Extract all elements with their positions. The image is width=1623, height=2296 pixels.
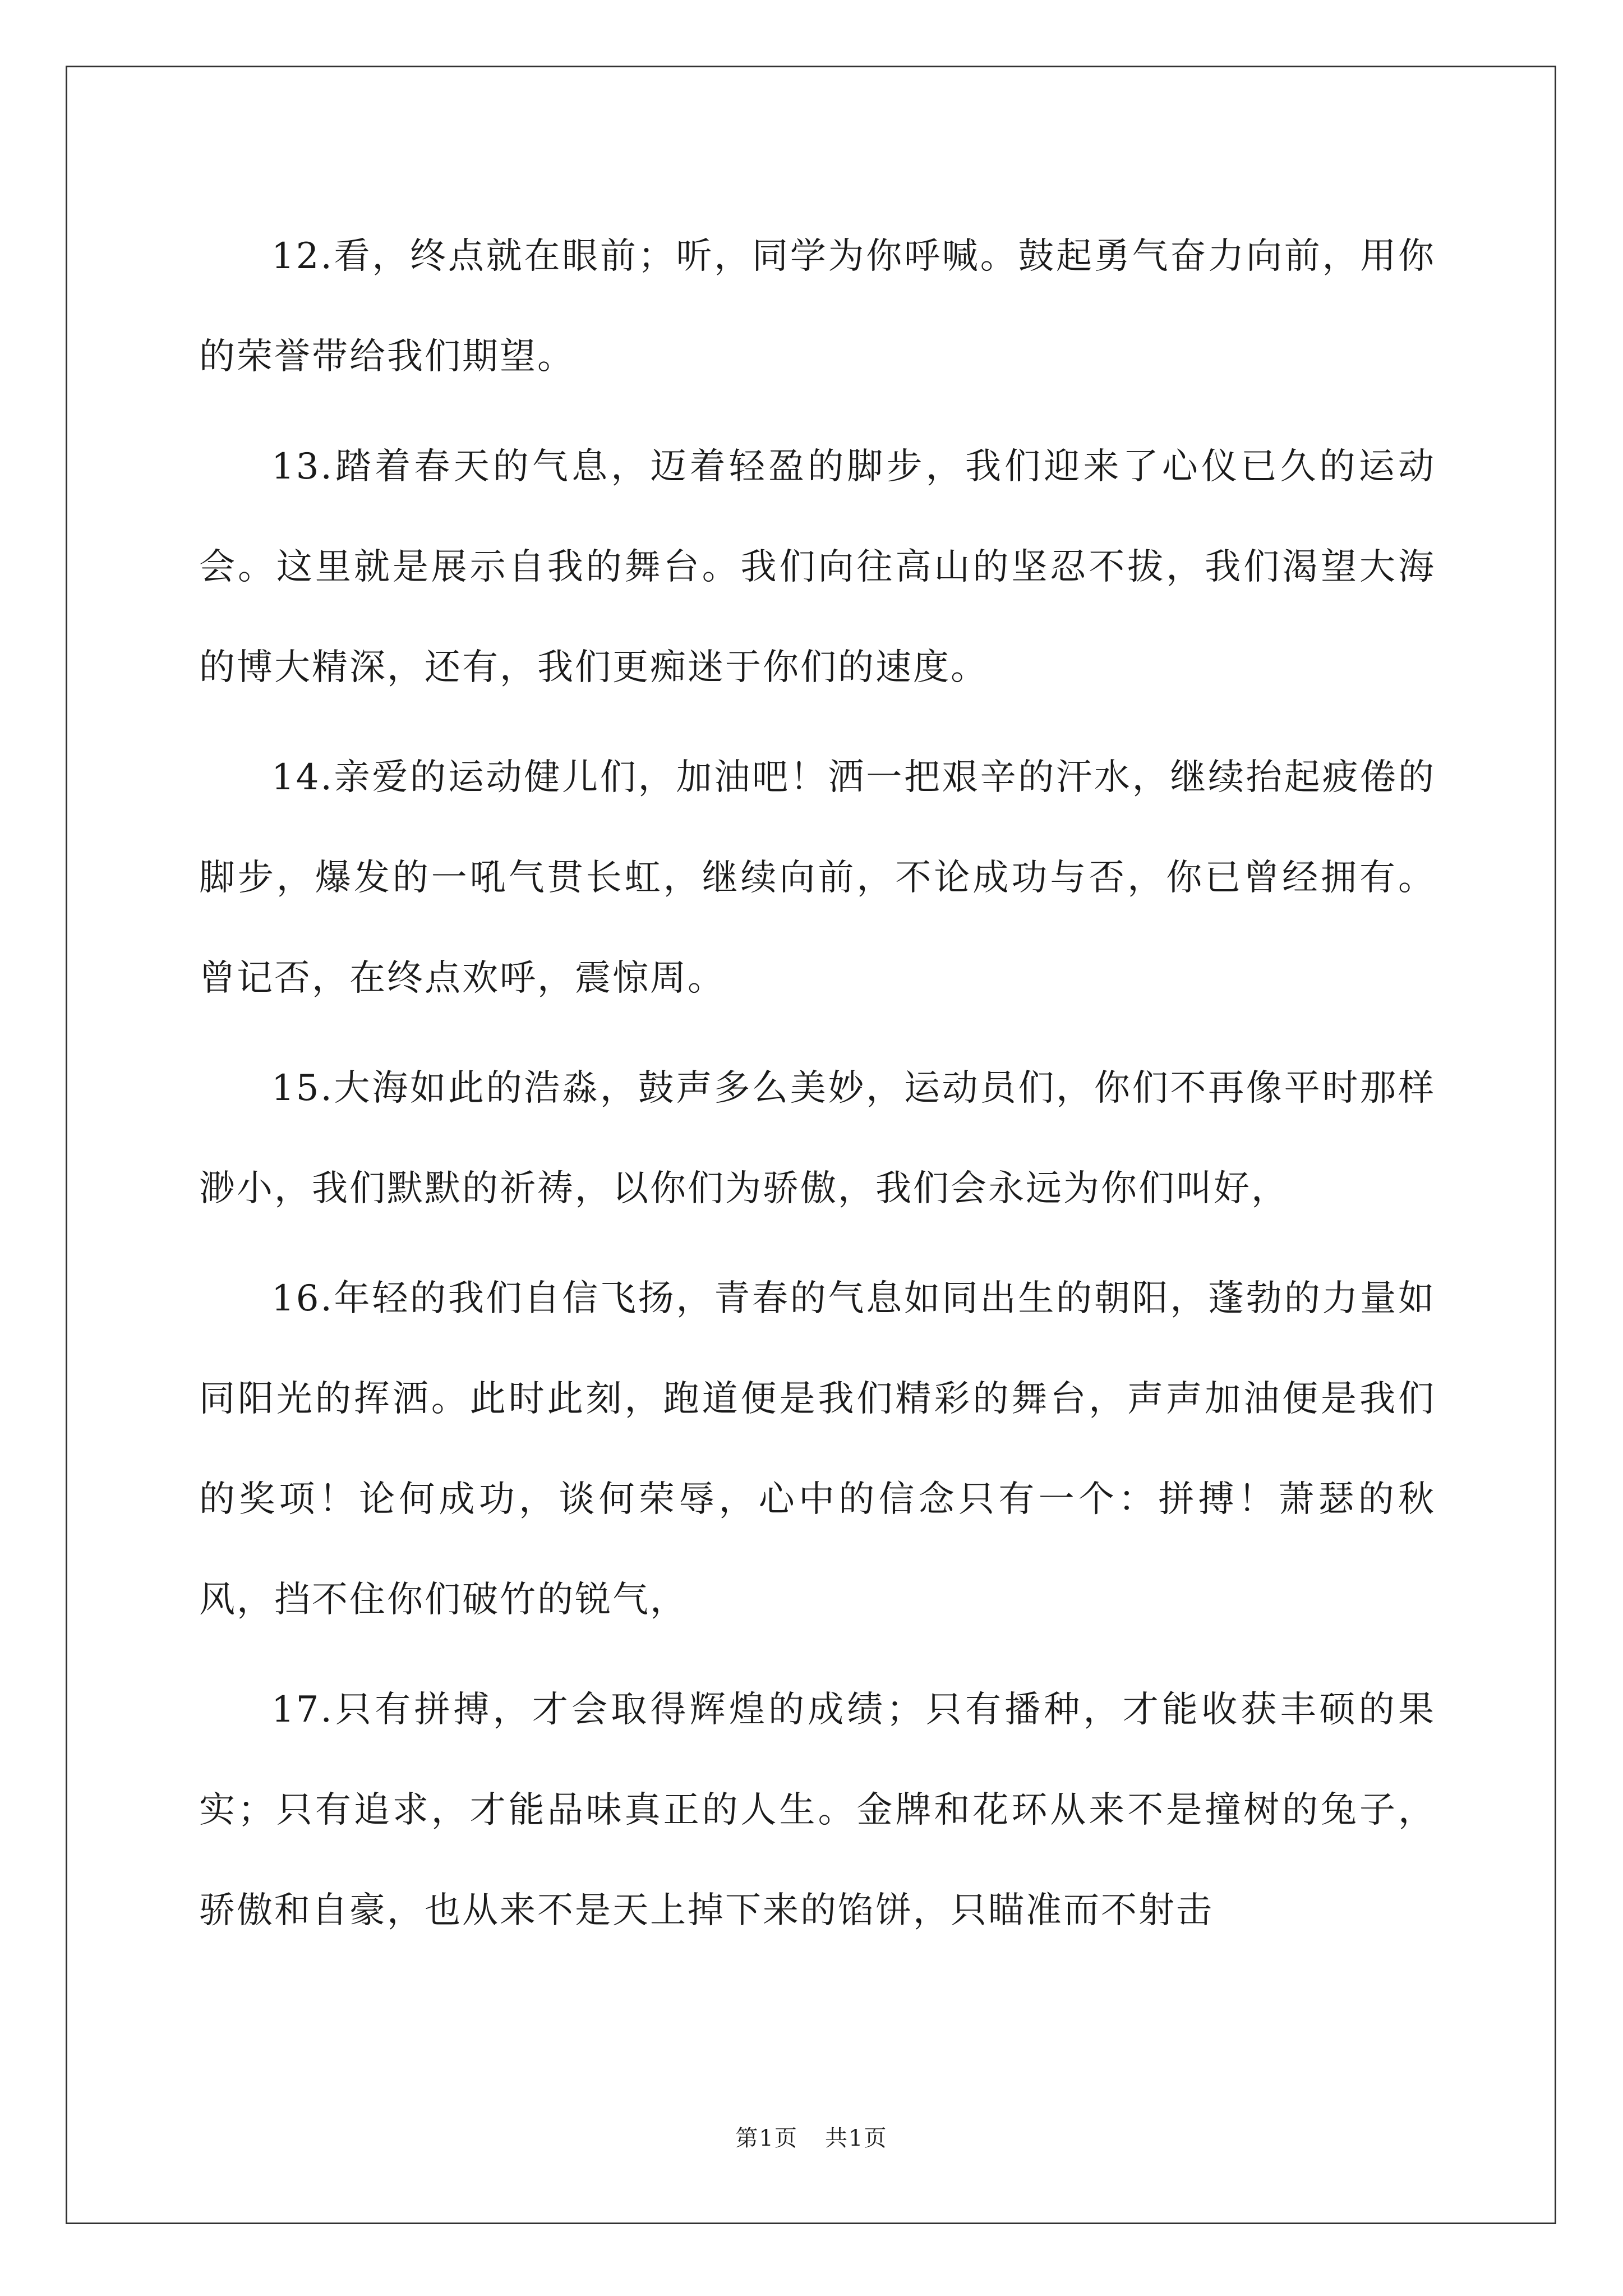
paragraph-14: 14.亲爱的运动健儿们，加油吧！洒一把艰辛的汗水，继续抬起疲倦的脚步，爆发的一吼气贯长虹，继续向前，不论成功与否，你已曾经拥有。曾记否，在终点欢呼，震惊周。 — [199, 757, 1436, 999]
page-total: 共1页 — [825, 2125, 888, 2151]
paragraph-15: 15.大海如此的浩淼，鼓声多么美妙，运动员们，你们不再像平时那样渺小，我们默默的祈祷，以你们为骄傲，我们会永远为你们叫好， — [199, 1068, 1436, 1209]
paragraph-12: 12.看，终点就在眼前；听，同学为你呼喊。鼓起勇气奋力向前，用你的荣誉带给我们期望。 — [199, 236, 1436, 378]
document-body — [199, 206, 1436, 1971]
page-footer — [0, 2123, 1623, 2154]
paragraph-16: 16.年轻的我们自信飞扬，青春的气息如同出生的朝阳，蓬勃的力量如同阳光的挥洒。此时此刻，跑道便是我们精彩的舞台，声声加油便是我们的奖项！论何成功，谈何荣辱，心中的信念只有一个：拼搏！萧瑟的秋风，挡不住你们破竹的锐气， — [199, 1278, 1436, 1621]
paragraph-17: 17.只有拼搏，才会取得辉煌的成绩；只有播种，才能收获丰硕的果实；只有追求，才能品味真正的人生。金牌和花环从来不是撞树的兔子，骄傲和自豪，也从来不是天上掉下来的馅饼，只瞄准而不射击 — [199, 1689, 1436, 1931]
page-number: 第1页 — [735, 2125, 798, 2151]
paragraph-13: 13.踏着春天的气息，迈着轻盈的脚步，我们迎来了心仪已久的运动会。这里就是展示自我的舞台。我们向往高山的坚忍不拔，我们渴望大海的博大精深，还有，我们更痴迷于你们的速度。 — [199, 446, 1436, 688]
